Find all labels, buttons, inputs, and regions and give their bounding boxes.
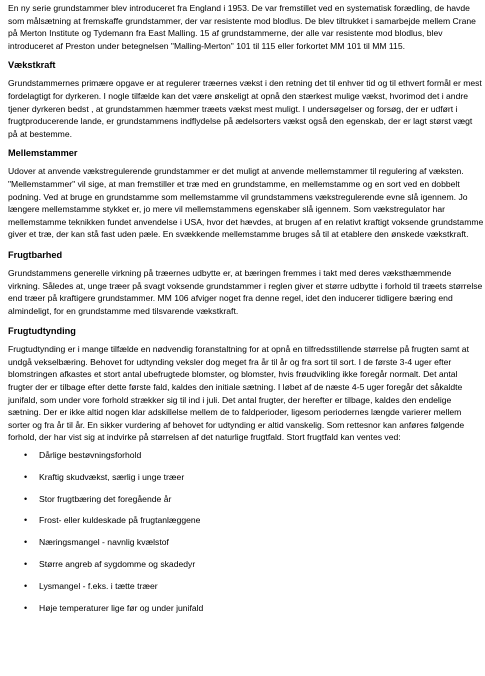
fruit-drop-causes-list (8, 449, 484, 623)
heading-mellemstammer: Mellemstammer (8, 148, 78, 159)
bullet-icon: • (24, 471, 28, 482)
list-item (8, 471, 484, 493)
list-item (8, 493, 484, 515)
list-item (8, 536, 484, 558)
intro-paragraph: En ny serie grundstammer blev introduceret fra England i 1953. De var fremstillet ved en systematisk forædling, de havde som målsætning at fremskaffe grundstammer, der var resistente mod blodlus. De blev tiltrukket i samarbejde mellem Crane på Merton Institute og Tydemann fra East Malling. 15 af grundstammerne, der alle var resistente mod blodlus, blev introduceret af Preston under betegnelsen "Malling-Merton" 101 til 115 eller forkortet MM 101 til MM 115. (8, 3, 476, 51)
list-item-text: Lysmangel - f.eks. i tætte træer (39, 580, 158, 591)
list-item (8, 602, 484, 624)
list-item (8, 558, 484, 580)
bullet-icon: • (24, 537, 28, 548)
bullet-icon: • (24, 580, 28, 591)
document-page (8, 0, 484, 623)
paragraph-frugtbarhed: Grundstammens generelle virkning på træernes udbytte er, at bæringen fremmes i takt med deres væksthæmmende virkning. Således at, unge træer på svagt voksende grundstammer i reglen giver et større udbytte i forhold til træets størrelse end træer på kraftigere grundstammer. MM 106 afviger noget fra denne regel, idet den inducerer tidligere bæring end almindeligt, for en grundstamme med tilsvarende vækstkraft. (8, 267, 483, 316)
heading-vaekstkraft: Vækstkraft (8, 60, 56, 71)
heading-frugtbarhed: Frugtbarhed (8, 249, 63, 260)
list-item (8, 449, 484, 471)
list-item-text: Frost- eller kuldeskade på frugtanlæggene (39, 515, 201, 526)
bullet-icon: • (24, 493, 28, 504)
list-item-text: Kraftig skudvækst, særlig i unge træer (39, 471, 185, 482)
bullet-icon: • (24, 602, 28, 613)
list-item-text: Næringsmangel - navnlig kvælstof (39, 537, 169, 548)
bullet-icon: • (24, 559, 28, 570)
list-item-text: Større angreb af sygdomme og skadedyr (39, 559, 196, 570)
paragraph-frugtudtynding: Frugtudtynding er i mange tilfælde en nødvendig foranstaltning for at opnå en tilfredsstillende størrelse på frugten samt at undgå vekselbæring. Behovet for udtynding veksler dog meget fra år til år og fra sort til sort. I de første 3-4 uger efter blomstringen afkastes et stort antal ubefrugtede blomster, og blomster, hvis frøudvikling ikke foregår normalt. Det antal frugter der er tilbage efter dette første fald, kaldes den initiale sætning. I løbet af de næste 4-5 uger foregår det såkaldte junifald, som under vore forhold strækker sig til ind i juli. Det antal frugter, der herefter er tilbage, kaldes den endelige sætning. Der er ikke altid nogen klar adskillelse mellem de to faldperioder, ligesom periodernes længde varierer mellem sorter og fra år til år. En sikker vurdering af behovet for udtynding er altid vanskelig. Som rettesnor kan anføres følgende forhold, der har vist sig at indvirke på størrelsen af det naturlige frugtfald. Stort frugtfald kan ventes ved: (8, 344, 469, 443)
list-item (8, 580, 484, 602)
bullet-icon: • (24, 450, 28, 461)
list-item-text: Stor frugtbæring det foregående år (39, 493, 172, 504)
bullet-icon: • (24, 515, 28, 526)
list-item (8, 514, 484, 536)
list-item-text: Høje temperaturer lige før og under junifald (39, 602, 204, 613)
paragraph-mellemstammer: Udover at anvende vækstregulerende grundstammer er det muligt at anvende mellemstammer til regulering af væksten. "Mellemstammer" vil sige, at man fremstiller et træ med en grundstamme, en mellemstamme og en sort ved en dobbelt podning. Ved at bruge en grundstamme som mellemstamme vil grundstammens vækstregulerende evne slå igennem. Jo længere mellemstamme stykket er, jo mere vil mellemstammens egenskaber slå igennem. Som vækstregulator har mellemstamme teknikken fundet anvendelse i USA, hvor det hævdes, at brugen af en relativt kraftigt voksende grundstamme giver et træ, der kan stå fast uden pæle. En svækkende mellemstamme bruges så til at etablere den ønskede vækstkraft. (8, 166, 484, 240)
list-item-text: Dårlige bestøvningsforhold (39, 450, 142, 461)
heading-frugtudtynding: Frugtudtynding (8, 326, 76, 337)
paragraph-vaekstkraft: Grundstammernes primære opgave er at regulerer træernes vækst i den retning det til enhver tid og til ethvert formål er mest fordelagtigt for dyrkeren. I nogle tilfælde kan det være ønskeligt at opnå den stærkest mulige vækst, hvorimod det i andre tjener dyrkeren bedst , at grundstammen hæmmer træets vækst mest muligt. I undersøgelser og forsøg, der er udført i frugtproducerende lande, er grundstammens indflydelse på ædelsorters vækst også den egenskab, der er lagt størst vægt på at bestemme. (8, 78, 482, 139)
